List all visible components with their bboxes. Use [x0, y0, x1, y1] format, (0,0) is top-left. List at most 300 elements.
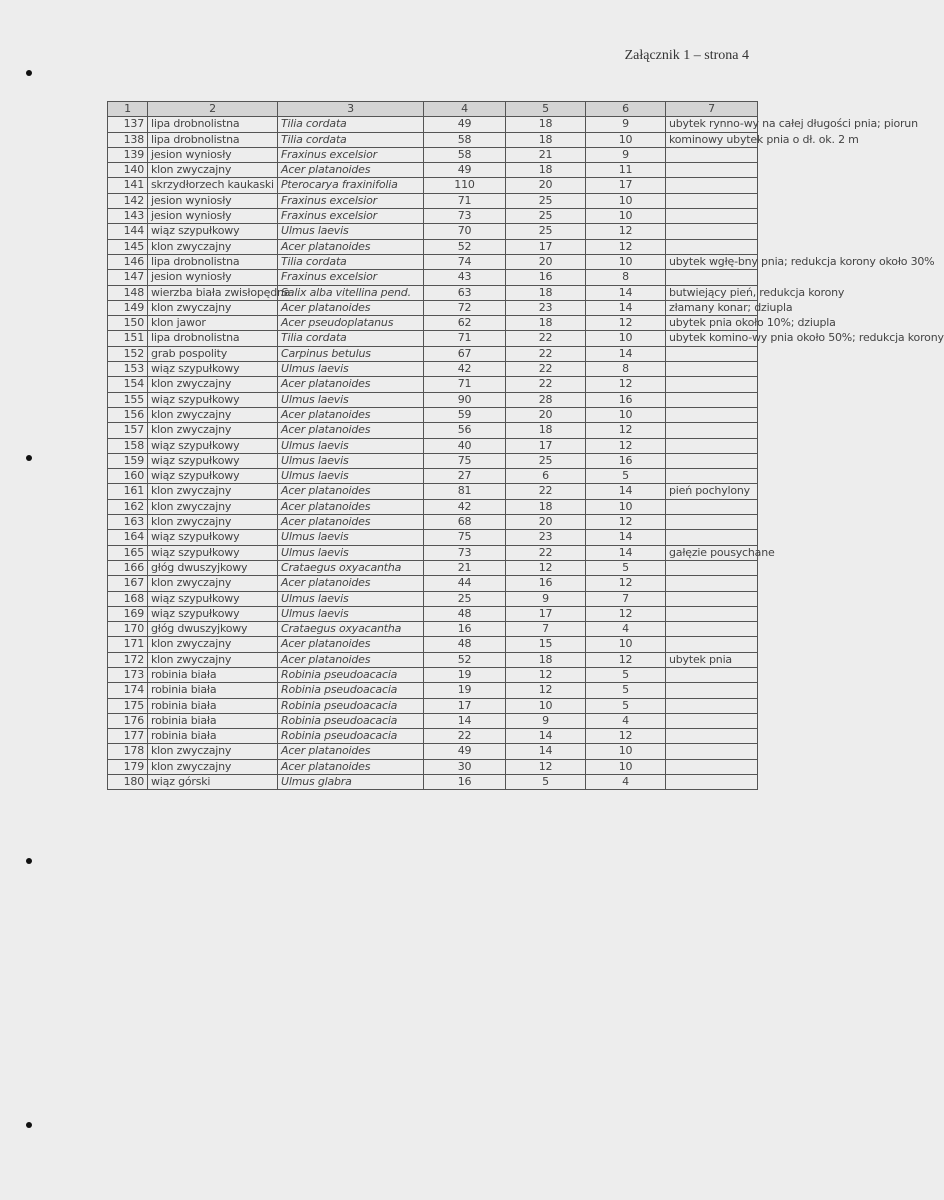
table-header-row [108, 102, 758, 117]
remarks-cell [666, 392, 758, 407]
tree-inventory-table [107, 101, 944, 790]
latin-name-cell: Acer platanoides [278, 300, 424, 315]
height-cell: 16 [506, 270, 586, 285]
table-row [108, 499, 758, 514]
table-row [108, 132, 758, 147]
tree-number-cell: 175 [108, 698, 148, 713]
circumference-cell: 42 [424, 499, 506, 514]
column-header: 3 [278, 102, 424, 117]
table-row [108, 530, 758, 545]
common-name-cell: klon zwyczajny [148, 576, 278, 591]
common-name-cell: jesion wyniosły [148, 209, 278, 224]
crown-width-cell: 14 [586, 346, 666, 361]
common-name-cell: klon zwyczajny [148, 515, 278, 530]
crown-width-cell: 10 [586, 209, 666, 224]
crown-width-cell: 5 [586, 469, 666, 484]
tree-number-cell: 168 [108, 591, 148, 606]
crown-width-cell: 12 [586, 224, 666, 239]
remarks-cell: pień pochylony [666, 484, 758, 499]
tree-number-cell: 140 [108, 163, 148, 178]
latin-name-cell: Tilia cordata [278, 132, 424, 147]
table-row [108, 270, 758, 285]
tree-number-cell: 163 [108, 515, 148, 530]
height-cell: 5 [506, 775, 586, 790]
height-cell: 25 [506, 224, 586, 239]
circumference-cell: 21 [424, 560, 506, 575]
table-row [108, 775, 758, 790]
column-header: 5 [506, 102, 586, 117]
height-cell: 18 [506, 316, 586, 331]
table-row [108, 300, 758, 315]
tree-number-cell: 150 [108, 316, 148, 331]
circumference-cell: 52 [424, 239, 506, 254]
table-row [108, 667, 758, 682]
remarks-cell [666, 683, 758, 698]
latin-name-cell: Ulmus laevis [278, 530, 424, 545]
common-name-cell: wiąz górski [148, 775, 278, 790]
table-row [108, 591, 758, 606]
punch-hole [26, 858, 32, 864]
remarks-cell [666, 147, 758, 162]
circumference-cell: 63 [424, 285, 506, 300]
tree-number-cell: 164 [108, 530, 148, 545]
tree-number-cell: 167 [108, 576, 148, 591]
latin-name-cell: Ulmus glabra [278, 775, 424, 790]
crown-width-cell: 8 [586, 270, 666, 285]
table-row [108, 576, 758, 591]
tree-number-cell: 162 [108, 499, 148, 514]
circumference-cell: 19 [424, 683, 506, 698]
circumference-cell: 43 [424, 270, 506, 285]
latin-name-cell: Acer platanoides [278, 163, 424, 178]
circumference-cell: 58 [424, 132, 506, 147]
crown-width-cell: 12 [586, 515, 666, 530]
remarks-cell: ubytek rynno-wy na całej długości pnia; piorun [666, 117, 758, 132]
remarks-cell [666, 423, 758, 438]
column-header: 7 [666, 102, 758, 117]
latin-name-cell: Ulmus laevis [278, 392, 424, 407]
height-cell: 22 [506, 484, 586, 499]
latin-name-cell: Acer platanoides [278, 423, 424, 438]
remarks-cell: ubytek pnia [666, 652, 758, 667]
height-cell: 10 [506, 698, 586, 713]
height-cell: 18 [506, 652, 586, 667]
table-row [108, 759, 758, 774]
common-name-cell: wiąz szypułkowy [148, 438, 278, 453]
tree-number-cell: 166 [108, 560, 148, 575]
height-cell: 22 [506, 331, 586, 346]
latin-name-cell: Tilia cordata [278, 117, 424, 132]
table-row [108, 683, 758, 698]
table-row [108, 698, 758, 713]
tree-number-cell: 178 [108, 744, 148, 759]
common-name-cell: lipa drobnolistna [148, 331, 278, 346]
circumference-cell: 52 [424, 652, 506, 667]
tree-number-cell: 171 [108, 637, 148, 652]
crown-width-cell: 10 [586, 407, 666, 422]
height-cell: 22 [506, 377, 586, 392]
height-cell: 23 [506, 300, 586, 315]
crown-width-cell: 4 [586, 775, 666, 790]
table-row [108, 622, 758, 637]
circumference-cell: 17 [424, 698, 506, 713]
common-name-cell: wiąz szypułkowy [148, 591, 278, 606]
remarks-cell [666, 775, 758, 790]
remarks-cell: złamany konar; dziupla [666, 300, 758, 315]
latin-name-cell: Ulmus laevis [278, 438, 424, 453]
circumference-cell: 44 [424, 576, 506, 591]
crown-width-cell: 11 [586, 163, 666, 178]
punch-hole [26, 455, 32, 461]
common-name-cell: głóg dwuszyjkowy [148, 560, 278, 575]
table-row [108, 729, 758, 744]
circumference-cell: 30 [424, 759, 506, 774]
remarks-cell [666, 193, 758, 208]
circumference-cell: 22 [424, 729, 506, 744]
punch-hole [26, 1122, 32, 1128]
remarks-cell [666, 377, 758, 392]
height-cell: 28 [506, 392, 586, 407]
circumference-cell: 70 [424, 224, 506, 239]
common-name-cell: wiąz szypułkowy [148, 530, 278, 545]
latin-name-cell: Acer platanoides [278, 744, 424, 759]
table-row [108, 346, 758, 361]
circumference-cell: 49 [424, 163, 506, 178]
height-cell: 17 [506, 606, 586, 621]
table-row [108, 606, 758, 621]
circumference-cell: 71 [424, 377, 506, 392]
common-name-cell: wiąz szypułkowy [148, 606, 278, 621]
common-name-cell: wiąz szypułkowy [148, 545, 278, 560]
crown-width-cell: 14 [586, 484, 666, 499]
crown-width-cell: 9 [586, 147, 666, 162]
crown-width-cell: 14 [586, 545, 666, 560]
tree-number-cell: 145 [108, 239, 148, 254]
height-cell: 12 [506, 667, 586, 682]
common-name-cell: robinia biała [148, 667, 278, 682]
table-row [108, 484, 758, 499]
tree-number-cell: 159 [108, 453, 148, 468]
table-row [108, 515, 758, 530]
crown-width-cell: 16 [586, 453, 666, 468]
table-row [108, 209, 758, 224]
remarks-cell [666, 224, 758, 239]
crown-width-cell: 12 [586, 652, 666, 667]
tree-number-cell: 157 [108, 423, 148, 438]
height-cell: 18 [506, 132, 586, 147]
remarks-cell [666, 713, 758, 728]
tree-number-cell: 174 [108, 683, 148, 698]
tree-number-cell: 139 [108, 147, 148, 162]
common-name-cell: klon zwyczajny [148, 377, 278, 392]
latin-name-cell: Carpinus betulus [278, 346, 424, 361]
latin-name-cell: Salix alba vitellina pend. [278, 285, 424, 300]
common-name-cell: robinia biała [148, 698, 278, 713]
column-header: 1 [108, 102, 148, 117]
common-name-cell: grab pospolity [148, 346, 278, 361]
table-row [108, 637, 758, 652]
common-name-cell: jesion wyniosły [148, 270, 278, 285]
height-cell: 22 [506, 362, 586, 377]
latin-name-cell: Robinia pseudoacacia [278, 729, 424, 744]
latin-name-cell: Tilia cordata [278, 331, 424, 346]
common-name-cell: skrzydłorzech kaukaski [148, 178, 278, 193]
tree-number-cell: 143 [108, 209, 148, 224]
crown-width-cell: 12 [586, 576, 666, 591]
height-cell: 20 [506, 407, 586, 422]
latin-name-cell: Fraxinus excelsior [278, 270, 424, 285]
table-row [108, 560, 758, 575]
circumference-cell: 68 [424, 515, 506, 530]
remarks-cell [666, 729, 758, 744]
remarks-cell [666, 453, 758, 468]
crown-width-cell: 12 [586, 316, 666, 331]
crown-width-cell: 16 [586, 392, 666, 407]
common-name-cell: wiąz szypułkowy [148, 224, 278, 239]
tree-number-cell: 176 [108, 713, 148, 728]
common-name-cell: klon zwyczajny [148, 637, 278, 652]
crown-width-cell: 12 [586, 729, 666, 744]
circumference-cell: 48 [424, 637, 506, 652]
remarks-cell: ubytek wgłę-bny pnia; redukcja korony około 30% [666, 254, 758, 269]
latin-name-cell: Acer platanoides [278, 239, 424, 254]
remarks-cell [666, 667, 758, 682]
circumference-cell: 49 [424, 117, 506, 132]
circumference-cell: 49 [424, 744, 506, 759]
common-name-cell: klon jawor [148, 316, 278, 331]
tree-number-cell: 161 [108, 484, 148, 499]
circumference-cell: 56 [424, 423, 506, 438]
tree-number-cell: 180 [108, 775, 148, 790]
remarks-cell [666, 515, 758, 530]
remarks-cell [666, 499, 758, 514]
circumference-cell: 62 [424, 316, 506, 331]
remarks-cell [666, 178, 758, 193]
table-row [108, 469, 758, 484]
tree-number-cell: 160 [108, 469, 148, 484]
common-name-cell: klon zwyczajny [148, 239, 278, 254]
tree-number-cell: 151 [108, 331, 148, 346]
crown-width-cell: 10 [586, 331, 666, 346]
latin-name-cell: Acer platanoides [278, 576, 424, 591]
common-name-cell: klon zwyczajny [148, 744, 278, 759]
common-name-cell: wiąz szypułkowy [148, 362, 278, 377]
crown-width-cell: 10 [586, 499, 666, 514]
height-cell: 14 [506, 729, 586, 744]
tree-number-cell: 141 [108, 178, 148, 193]
height-cell: 9 [506, 713, 586, 728]
common-name-cell: robinia biała [148, 683, 278, 698]
remarks-cell [666, 622, 758, 637]
height-cell: 7 [506, 622, 586, 637]
common-name-cell: lipa drobnolistna [148, 117, 278, 132]
table-row [108, 254, 758, 269]
remarks-cell [666, 362, 758, 377]
crown-width-cell: 10 [586, 637, 666, 652]
height-cell: 12 [506, 560, 586, 575]
tree-number-cell: 154 [108, 377, 148, 392]
table-row [108, 423, 758, 438]
tree-number-cell: 146 [108, 254, 148, 269]
remarks-cell [666, 759, 758, 774]
table-row [108, 545, 758, 560]
tree-number-cell: 170 [108, 622, 148, 637]
latin-name-cell: Ulmus laevis [278, 591, 424, 606]
common-name-cell: klon zwyczajny [148, 499, 278, 514]
table-row [108, 438, 758, 453]
remarks-cell [666, 637, 758, 652]
latin-name-cell: Pterocarya fraxinifolia [278, 178, 424, 193]
latin-name-cell: Ulmus laevis [278, 453, 424, 468]
height-cell: 25 [506, 193, 586, 208]
height-cell: 14 [506, 744, 586, 759]
table-row [108, 285, 758, 300]
common-name-cell: lipa drobnolistna [148, 132, 278, 147]
crown-width-cell: 5 [586, 683, 666, 698]
crown-width-cell: 14 [586, 530, 666, 545]
tree-number-cell: 137 [108, 117, 148, 132]
latin-name-cell: Fraxinus excelsior [278, 209, 424, 224]
circumference-cell: 73 [424, 545, 506, 560]
remarks-cell [666, 591, 758, 606]
latin-name-cell: Acer pseudoplatanus [278, 316, 424, 331]
tree-number-cell: 153 [108, 362, 148, 377]
crown-width-cell: 10 [586, 744, 666, 759]
crown-width-cell: 10 [586, 193, 666, 208]
latin-name-cell: Robinia pseudoacacia [278, 667, 424, 682]
latin-name-cell: Ulmus laevis [278, 545, 424, 560]
latin-name-cell: Crataegus oxyacantha [278, 622, 424, 637]
latin-name-cell: Robinia pseudoacacia [278, 713, 424, 728]
remarks-cell [666, 407, 758, 422]
circumference-cell: 74 [424, 254, 506, 269]
common-name-cell: wiąz szypułkowy [148, 453, 278, 468]
crown-width-cell: 10 [586, 132, 666, 147]
common-name-cell: wiąz szypułkowy [148, 392, 278, 407]
tree-number-cell: 172 [108, 652, 148, 667]
height-cell: 15 [506, 637, 586, 652]
common-name-cell: klon zwyczajny [148, 759, 278, 774]
latin-name-cell: Ulmus laevis [278, 362, 424, 377]
circumference-cell: 59 [424, 407, 506, 422]
remarks-cell [666, 606, 758, 621]
common-name-cell: klon zwyczajny [148, 407, 278, 422]
column-header: 6 [586, 102, 666, 117]
crown-width-cell: 14 [586, 300, 666, 315]
tree-number-cell: 165 [108, 545, 148, 560]
latin-name-cell: Acer platanoides [278, 407, 424, 422]
latin-name-cell: Tilia cordata [278, 254, 424, 269]
crown-width-cell: 12 [586, 606, 666, 621]
table-row [108, 163, 758, 178]
table-row [108, 224, 758, 239]
circumference-cell: 75 [424, 453, 506, 468]
tree-number-cell: 138 [108, 132, 148, 147]
remarks-cell [666, 744, 758, 759]
common-name-cell: lipa drobnolistna [148, 254, 278, 269]
tree-number-cell: 142 [108, 193, 148, 208]
height-cell: 9 [506, 591, 586, 606]
remarks-cell [666, 239, 758, 254]
height-cell: 18 [506, 117, 586, 132]
latin-name-cell: Acer platanoides [278, 759, 424, 774]
tree-number-cell: 169 [108, 606, 148, 621]
crown-width-cell: 12 [586, 377, 666, 392]
remarks-cell: butwiejący pień, redukcja korony [666, 285, 758, 300]
remarks-cell [666, 209, 758, 224]
tree-number-cell: 177 [108, 729, 148, 744]
crown-width-cell: 5 [586, 560, 666, 575]
common-name-cell: klon zwyczajny [148, 300, 278, 315]
punch-hole [26, 70, 32, 76]
common-name-cell: wierzba biała zwisłopędna [148, 285, 278, 300]
crown-width-cell: 12 [586, 239, 666, 254]
height-cell: 17 [506, 239, 586, 254]
table-row [108, 117, 758, 132]
table-row [108, 453, 758, 468]
table-row [108, 392, 758, 407]
crown-width-cell: 4 [586, 713, 666, 728]
circumference-cell: 73 [424, 209, 506, 224]
circumference-cell: 110 [424, 178, 506, 193]
latin-name-cell: Robinia pseudoacacia [278, 683, 424, 698]
circumference-cell: 16 [424, 622, 506, 637]
circumference-cell: 14 [424, 713, 506, 728]
crown-width-cell: 12 [586, 438, 666, 453]
common-name-cell: klon zwyczajny [148, 652, 278, 667]
height-cell: 25 [506, 209, 586, 224]
common-name-cell: robinia biała [148, 729, 278, 744]
latin-name-cell: Acer platanoides [278, 484, 424, 499]
tree-number-cell: 147 [108, 270, 148, 285]
height-cell: 18 [506, 285, 586, 300]
remarks-cell: ubytek pnia około 10%; dziupla [666, 316, 758, 331]
tree-number-cell: 158 [108, 438, 148, 453]
height-cell: 12 [506, 759, 586, 774]
circumference-cell: 19 [424, 667, 506, 682]
height-cell: 25 [506, 453, 586, 468]
latin-name-cell: Acer platanoides [278, 637, 424, 652]
column-header: 4 [424, 102, 506, 117]
circumference-cell: 58 [424, 147, 506, 162]
remarks-cell: kominowy ubytek pnia o dł. ok. 2 m [666, 132, 758, 147]
height-cell: 22 [506, 346, 586, 361]
tree-number-cell: 149 [108, 300, 148, 315]
height-cell: 20 [506, 178, 586, 193]
height-cell: 18 [506, 499, 586, 514]
tree-number-cell: 152 [108, 346, 148, 361]
remarks-cell [666, 270, 758, 285]
circumference-cell: 72 [424, 300, 506, 315]
table-row [108, 407, 758, 422]
crown-width-cell: 4 [586, 622, 666, 637]
latin-name-cell: Ulmus laevis [278, 469, 424, 484]
crown-width-cell: 17 [586, 178, 666, 193]
crown-width-cell: 8 [586, 362, 666, 377]
latin-name-cell: Fraxinus excelsior [278, 147, 424, 162]
remarks-cell [666, 576, 758, 591]
common-name-cell: jesion wyniosły [148, 193, 278, 208]
crown-width-cell: 7 [586, 591, 666, 606]
remarks-cell [666, 346, 758, 361]
circumference-cell: 81 [424, 484, 506, 499]
tree-number-cell: 144 [108, 224, 148, 239]
crown-width-cell: 12 [586, 423, 666, 438]
height-cell: 6 [506, 469, 586, 484]
crown-width-cell: 5 [586, 698, 666, 713]
height-cell: 21 [506, 147, 586, 162]
table-row [108, 178, 758, 193]
